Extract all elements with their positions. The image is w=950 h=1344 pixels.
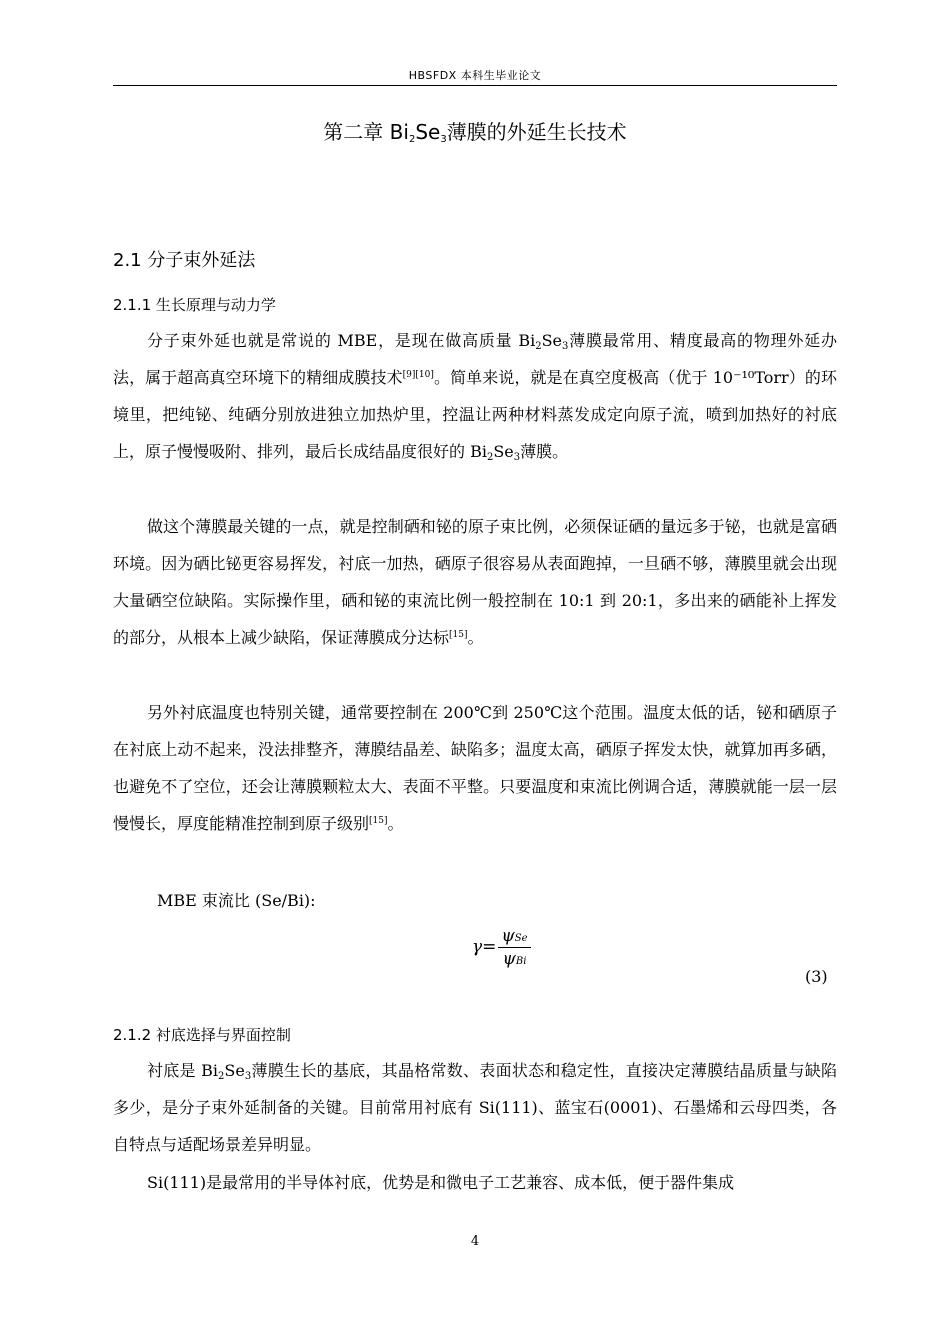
paragraph-si-substrate: Si(111)是最常用的半导体衬底，优势是和微电子工艺兼容、成本低，便于器件集成 [147, 1173, 735, 1192]
paragraph-flux-ratio: 做这个薄膜最关键的一点，就是控制硒和铋的原子束比例，必须保证硒的量远多于铋，也就是富硒环境。因为硒比铋更容易挥发，衬底一加热，硒原子很容易从表面跑掉，一旦硒不够，薄膜里就会出现大量硒空位缺陷。实际操作里，硒和铋的束流比例一般控制在 10:1 到 20:1，多出来的硒能补上挥发的部分，从根本上减少缺陷，保证薄膜成分达标[15]。 [113, 517, 837, 647]
section-heading: 2.1 分子束外延法 [113, 250, 256, 271]
equation-number: (3) [805, 967, 828, 986]
running-header: HBSFDX 本科生毕业论文 [408, 69, 542, 82]
paragraph-substrate-temperature: 另外衬底温度也特别关键，通常要控制在 200℃到 250℃这个范围。温度太低的话，铋和硒原子在衬底上动不起来，没法排整齐，薄膜结晶差、缺陷多；温度太高，硒原子挥发太快，就算加再多硒，也避免不了空位，还会让薄膜颗粒太大、表面不平整。只要温度和束流比例调合适，薄膜就能一层一层慢慢长，厚度能精准控制到原子级别[15]。 [113, 703, 837, 833]
chapter-title: 第二章 $Bi_2Se_3$薄膜的外延生长技术 [323, 120, 627, 145]
flux-ratio-formula: γ= $\frac{\text{ψSe}}{\text{ψBi}}$ [472, 926, 531, 969]
subsection-heading-2-1-2: 2.1.2 衬底选择与界面控制 [113, 1026, 291, 1044]
equation-label: MBE 束流比 (Se/Bi): [157, 891, 316, 910]
paragraph-mbe-intro: 分子束外延也就是常说的 MBE，是现在做高质量 $Bi_2Se_3$薄膜最常用、精度最高的物理外延办法，属于超高真空环境下的精细成膜技术[9][10]。简单来说，就是在真空度极高（优于 10⁻¹⁰Torr）的环境里，把纯铋、纯硒分别放进独立加热炉里，控温让两种材料蒸发成定向原子流，喷到加热好的衬底上，原子慢慢吸附、排列，最后长成结晶度很好的 $Bi_2Se_3$薄膜。 [113, 331, 837, 463]
page-number: 4 [470, 1234, 480, 1249]
paragraph-substrate-selection: 衬底是 $Bi_2Se_3$薄膜生长的基底，其晶格常数、表面状态和稳定性，直接决定薄膜结晶质量与缺陷多少，是分子束外延制备的关键。目前常用衬底有 Si(111)、蓝宝石(0001)、石墨烯和云母四类，各自特点与适配场景差异明显。 [113, 1061, 837, 1154]
header-rule [113, 85, 837, 86]
subsection-heading-2-1-1: 2.1.1 生长原理与动力学 [113, 296, 276, 314]
